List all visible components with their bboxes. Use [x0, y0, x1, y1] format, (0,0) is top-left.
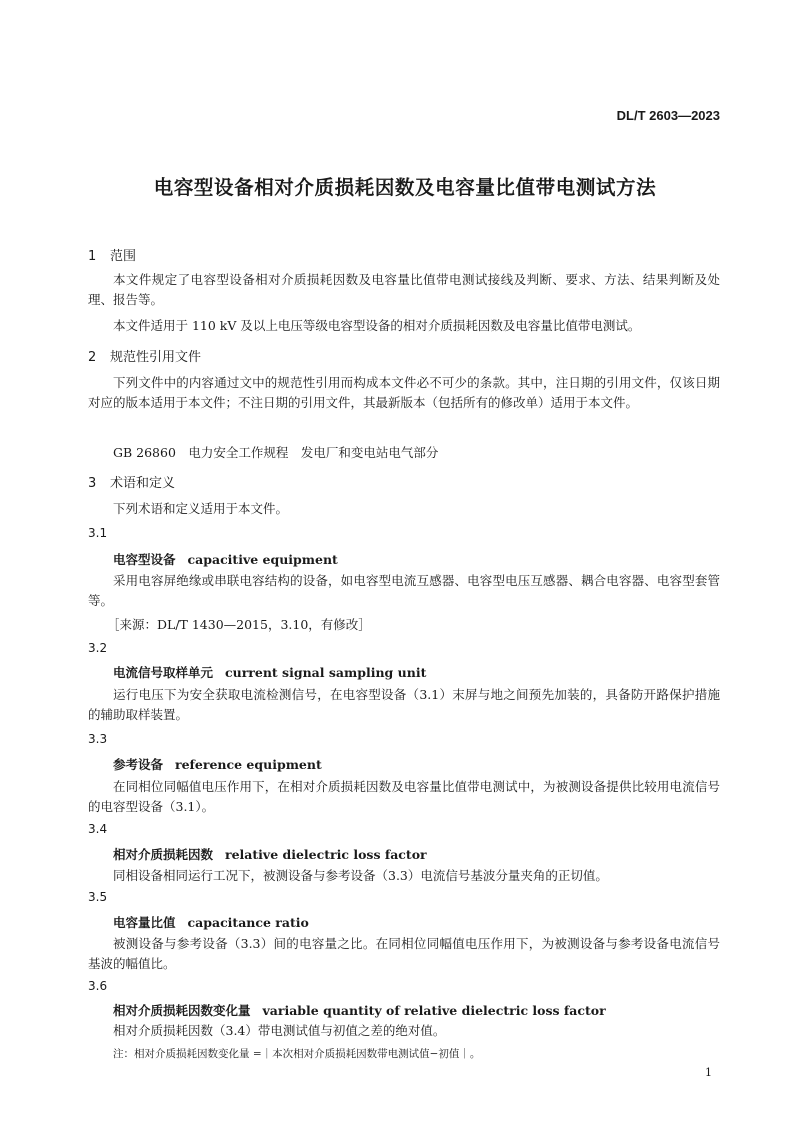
section-title: 规范性引用文件	[110, 350, 202, 365]
scope-paragraph-1: 本文件规定了电容型设备相对介质损耗因数及电容量比值带电测试接线及判断、要求、方法、结果判断及处理、报告等。	[88, 272, 720, 307]
section-3-heading	[88, 472, 175, 491]
term-definition: 运行电压下为安全获取电流检测信号，在电容型设备（3.1）末屏与地之间预先加装的，具备防开路保护措施的辅助取样装置。	[88, 687, 720, 722]
term-english: capacitance ratio	[187, 915, 309, 930]
term-english: relative dielectric loss factor	[225, 847, 427, 862]
term-definition: 被测设备与参考设备（3.3）间的电容量之比。在同相位同幅值电压作用下，为被测设备与参考设备电流信号基波的幅值比。	[88, 936, 720, 971]
term-chinese: 电容量比值	[113, 915, 176, 930]
term-chinese: 相对介质损耗因数	[113, 847, 214, 862]
term-chinese: 电容型设备	[113, 552, 176, 567]
term-note: 注：相对介质损耗因数变化量 =｜本次相对介质损耗因数带电测试值−初值｜。	[113, 1048, 481, 1060]
term-number: 3.3	[88, 732, 108, 746]
term-english: variable quantity of relative dielectric loss factor	[262, 1003, 606, 1018]
term-entry	[113, 755, 322, 773]
term-definition: 在同相位同幅值电压作用下，在相对介质损耗因数及电容量比值带电测试中，为被测设备提供比较用电流信号的电容型设备（3.1）。	[88, 779, 720, 814]
term-entry	[113, 913, 309, 931]
section-title: 术语和定义	[110, 476, 176, 491]
term-english: capacitive equipment	[187, 552, 338, 567]
term-number: 3.4	[88, 822, 108, 836]
term-definition: 同相设备相同运行工况下，被测设备与参考设备（3.3）电流信号基波分量夹角的正切值。	[113, 868, 608, 883]
section-2-heading	[88, 346, 201, 365]
standard-code: DL/T 2603—2023	[616, 108, 720, 123]
term-source: ［来源：DL/T 1430—2015，3.10，有修改］	[107, 617, 371, 632]
document-title: 电容型设备相对介质损耗因数及电容量比值带电测试方法	[153, 176, 657, 199]
term-entry	[113, 845, 427, 863]
section-1-heading	[88, 245, 136, 264]
section-title: 范围	[110, 249, 137, 264]
normative-references-paragraph: 下列文件中的内容通过文中的规范性引用而构成本文件必不可少的条款。其中，注日期的引用文件，仅该日期对应的版本适用于本文件；不注日期的引用文件，其最新版本（包括所有的修改单）适用于本文件。	[88, 375, 720, 410]
term-number: 3.2	[88, 641, 108, 655]
term-number: 3.1	[88, 526, 108, 540]
term-entry	[113, 663, 426, 681]
section-number: 3	[88, 476, 97, 491]
term-english: reference equipment	[175, 757, 322, 772]
section-number: 1	[88, 249, 97, 264]
term-chinese: 电流信号取样单元	[113, 665, 214, 680]
term-number: 3.5	[88, 890, 108, 904]
term-entry	[113, 550, 338, 568]
term-definition: 相对介质损耗因数（3.4）带电测试值与初值之差的绝对值。	[113, 1023, 446, 1038]
term-chinese: 参考设备	[113, 757, 164, 772]
section-number: 2	[88, 350, 97, 365]
term-entry	[113, 1001, 606, 1019]
term-definition: 采用电容屏绝缘或串联电容结构的设备，如电容型电流互感器、电容型电压互感器、耦合电容器、电容型套管等。	[88, 573, 720, 608]
scope-paragraph-2: 本文件适用于 110 kV 及以上电压等级电容型设备的相对介质损耗因数及电容量比值带电测试。	[113, 318, 641, 333]
reference-item: GB 26860 电力安全工作规程 发电厂和变电站电气部分	[113, 445, 439, 460]
term-chinese: 相对介质损耗因数变化量	[113, 1003, 251, 1018]
term-number: 3.6	[88, 979, 108, 993]
page-number: 1	[705, 1066, 712, 1079]
term-english: current signal sampling unit	[225, 665, 427, 680]
terms-intro: 下列术语和定义适用于本文件。	[113, 501, 289, 516]
